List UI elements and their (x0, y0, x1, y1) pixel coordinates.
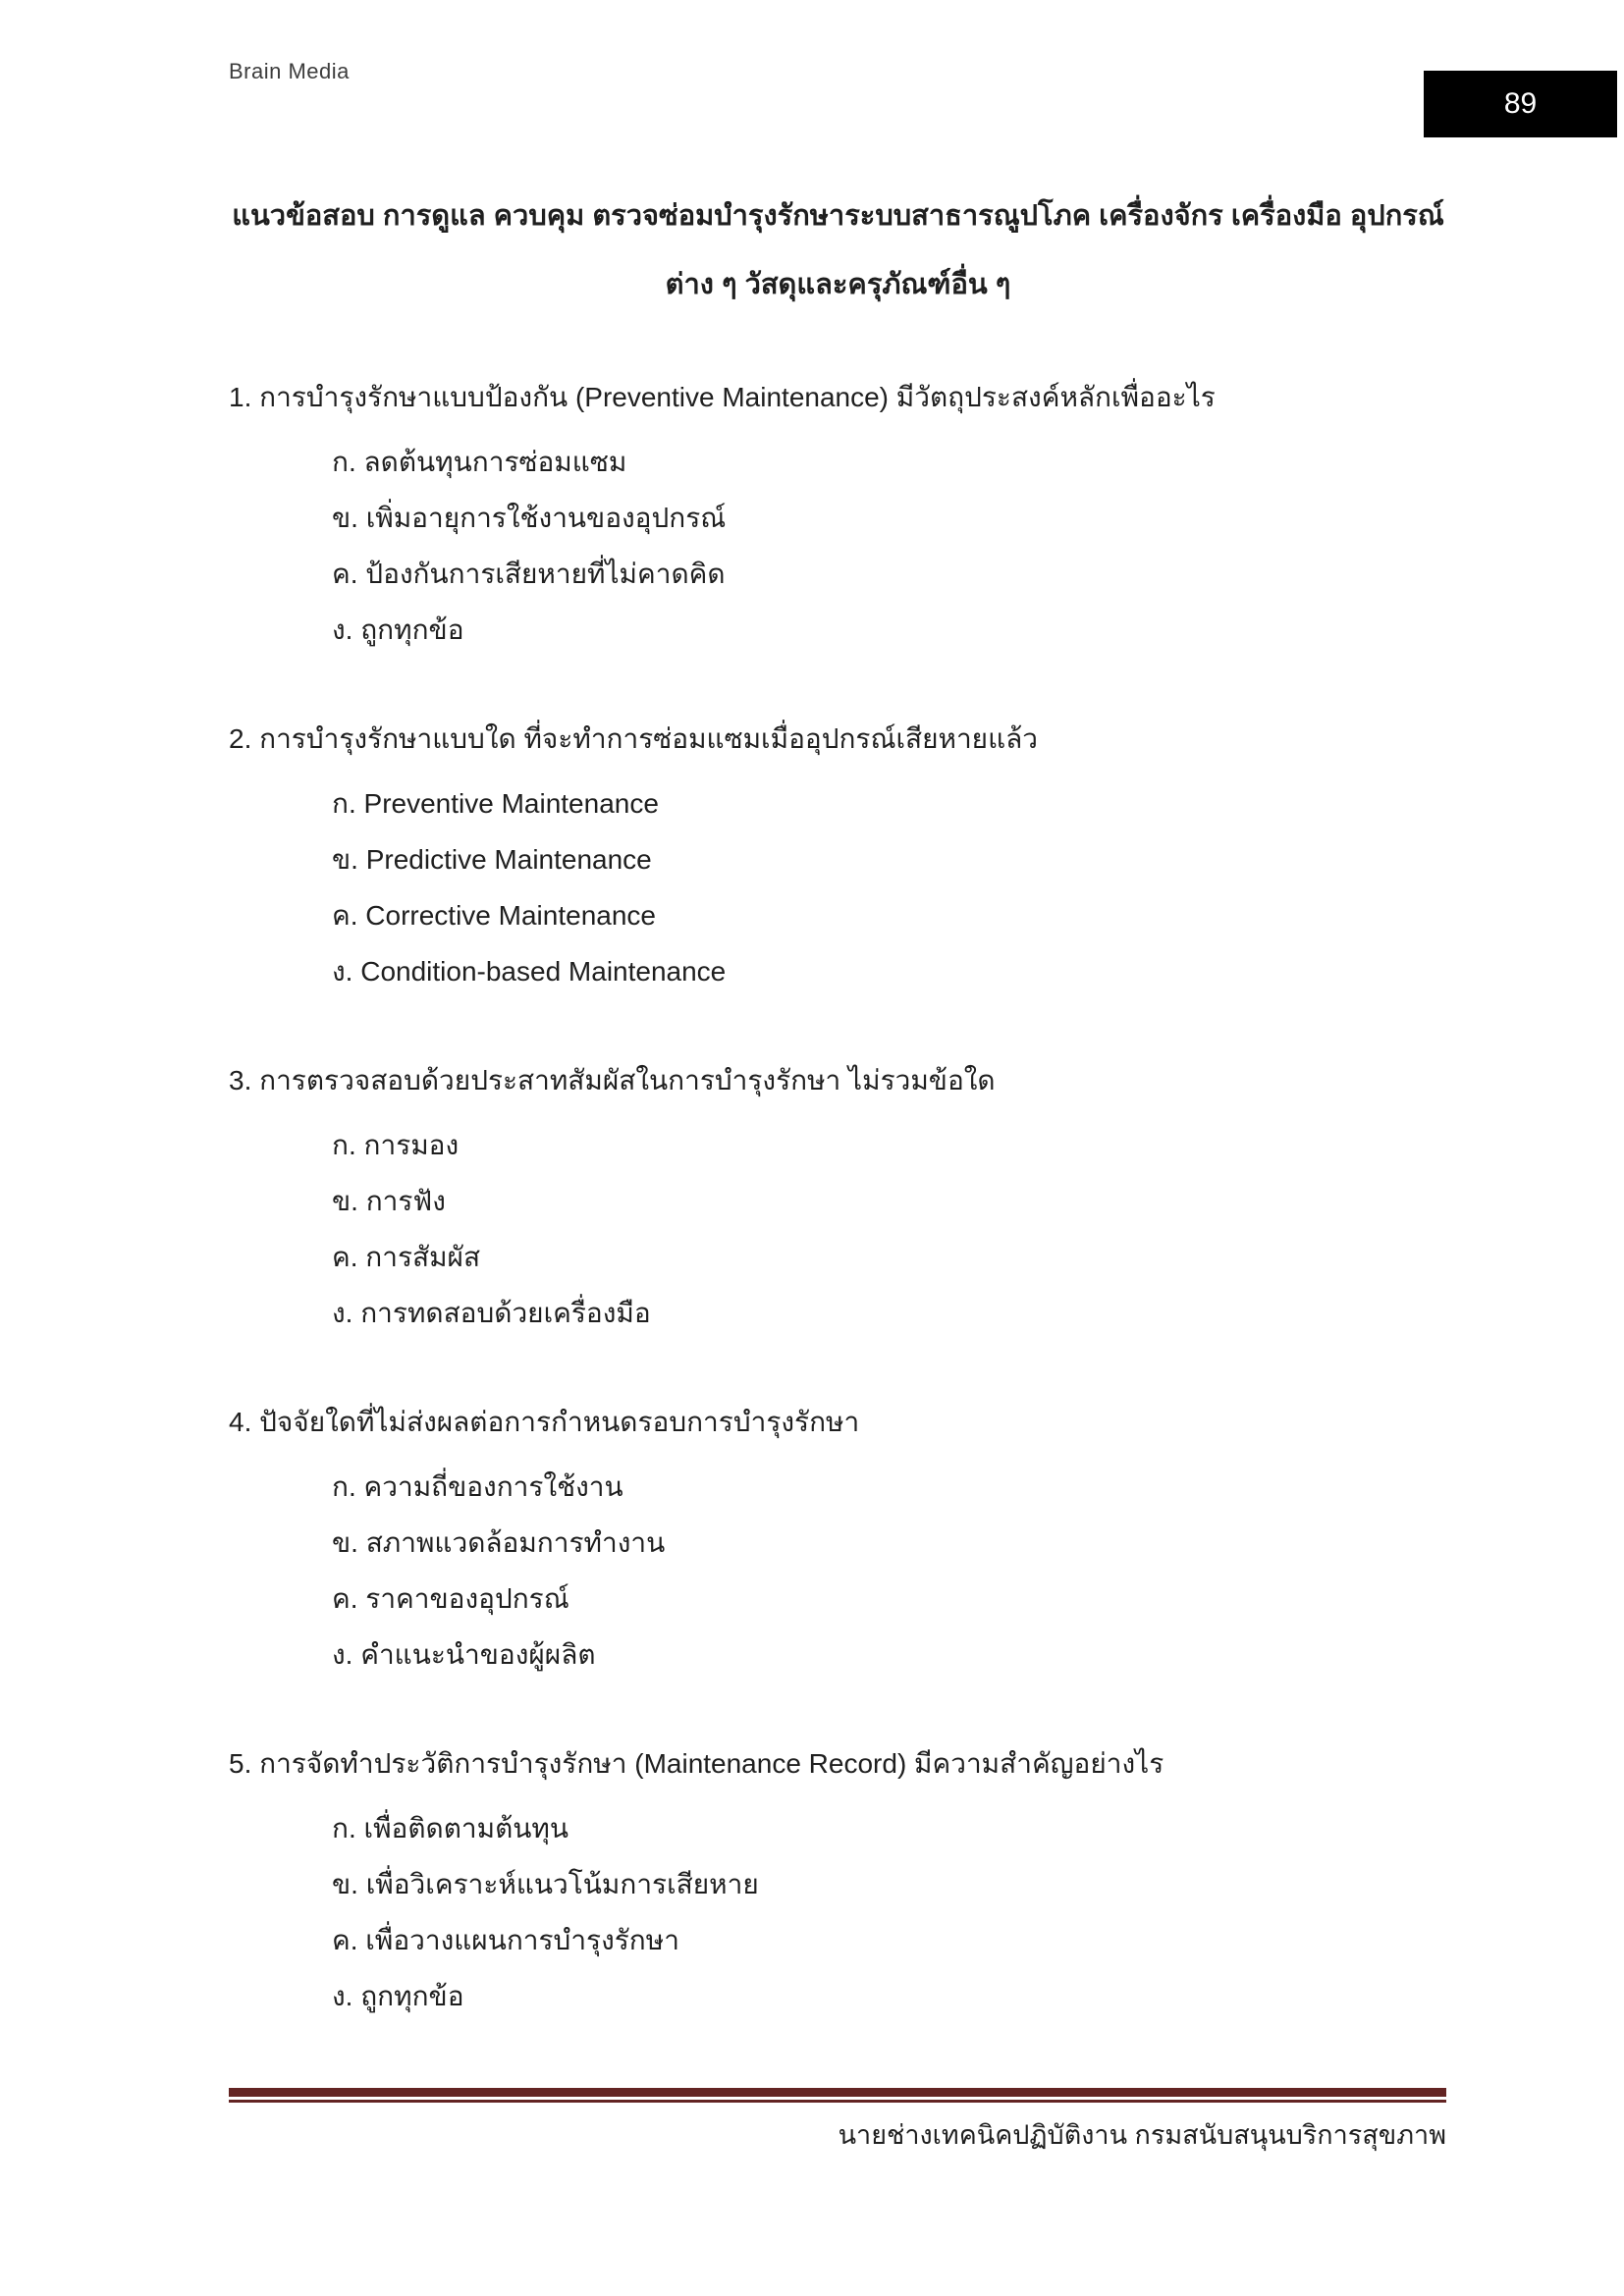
option-c: ค. ราคาของอุปกรณ์ (332, 1583, 569, 1614)
option-b: ข. เพื่อวิเคราะห์แนวโน้มการเสียหาย (332, 1869, 759, 1899)
option-c: ค. เพื่อวางแผนการบำรุงรักษา (332, 1925, 679, 1955)
brand-label: Brain Media (229, 59, 350, 83)
question-options (229, 434, 1447, 658)
question-options (229, 775, 1447, 999)
question-options (229, 1459, 1447, 1682)
option-b: ข. การฟัง (332, 1186, 446, 1216)
question-options (229, 1800, 1447, 2024)
footer-divider-thick-line (229, 2088, 1446, 2097)
option-a: ก. ลดต้นทุนการซ่อมแซม (332, 447, 627, 477)
option-c: ค. การสัมผัส (332, 1242, 481, 1272)
option-a: ก. เพื่อติดตามต้นทุน (332, 1813, 569, 1843)
document-content (229, 182, 1447, 2024)
document-title-line-1: แนวข้อสอบ การดูแล ควบคุม ตรวจซ่อมบำรุงรักษาระบบสาธารณูปโภค เครื่องจักร เครื่องมือ อุปกรณ์ (232, 200, 1444, 232)
option-c: ค. ป้องกันการเสียหายที่ไม่คาดคิด (332, 559, 726, 589)
document-title (229, 182, 1447, 319)
option-a: ก. ความถี่ของการใช้งาน (332, 1471, 623, 1502)
option-b: ข. เพิ่มอายุการใช้งานของอุปกรณ์ (332, 503, 727, 533)
question-4 (229, 1398, 1447, 1682)
question-2 (229, 715, 1447, 999)
option-d: ง. ถูกทุกข้อ (332, 614, 464, 645)
footer-credit: นายช่างเทคนิคปฏิบัติงาน กรมสนับสนุนบริการสุขภาพ (838, 2120, 1446, 2150)
option-a: ก. การมอง (332, 1130, 460, 1160)
option-d: ง. Condition-based Maintenance (332, 956, 727, 987)
question-options (229, 1117, 1447, 1341)
page-number: 89 (1503, 87, 1538, 120)
question-text: 4. ปัจจัยใดที่ไม่ส่งผลต่อการกำหนดรอบการบำรุงรักษา (229, 1407, 860, 1437)
question-text: 3. การตรวจสอบด้วยประสาทสัมผัสในการบำรุงรักษา ไม่รวมข้อใด (229, 1065, 996, 1095)
option-c: ค. Corrective Maintenance (332, 900, 656, 931)
question-3 (229, 1056, 1447, 1341)
option-d: ง. ถูกทุกข้อ (332, 1981, 464, 2011)
option-a: ก. Preventive Maintenance (332, 788, 659, 819)
footer-divider (229, 2088, 1446, 2103)
question-5 (229, 1739, 1447, 2024)
footer-divider-thin-line (229, 2100, 1446, 2103)
page-number-badge (1424, 71, 1617, 137)
option-b: ข. Predictive Maintenance (332, 844, 652, 875)
option-b: ข. สภาพแวดล้อมการทำงาน (332, 1527, 666, 1558)
question-text: 2. การบำรุงรักษาแบบใด ที่จะทำการซ่อมแซมเมื่ออุปกรณ์เสียหายแล้ว (229, 723, 1039, 754)
option-d: ง. การทดสอบด้วยเครื่องมือ (332, 1298, 651, 1328)
question-1 (229, 373, 1447, 658)
option-d: ง. คำแนะนำของผู้ผลิต (332, 1639, 596, 1670)
question-text: 5. การจัดทำประวัติการบำรุงรักษา (Maintenance Record) มีความสำคัญอย่างไร (229, 1748, 1164, 1779)
document-title-line-2: ต่าง ๆ วัสดุและครุภัณฑ์อื่น ๆ (665, 269, 1011, 300)
question-text: 1. การบำรุงรักษาแบบป้องกัน (Preventive Maintenance) มีวัตถุประสงค์หลักเพื่ออะไร (229, 382, 1216, 412)
